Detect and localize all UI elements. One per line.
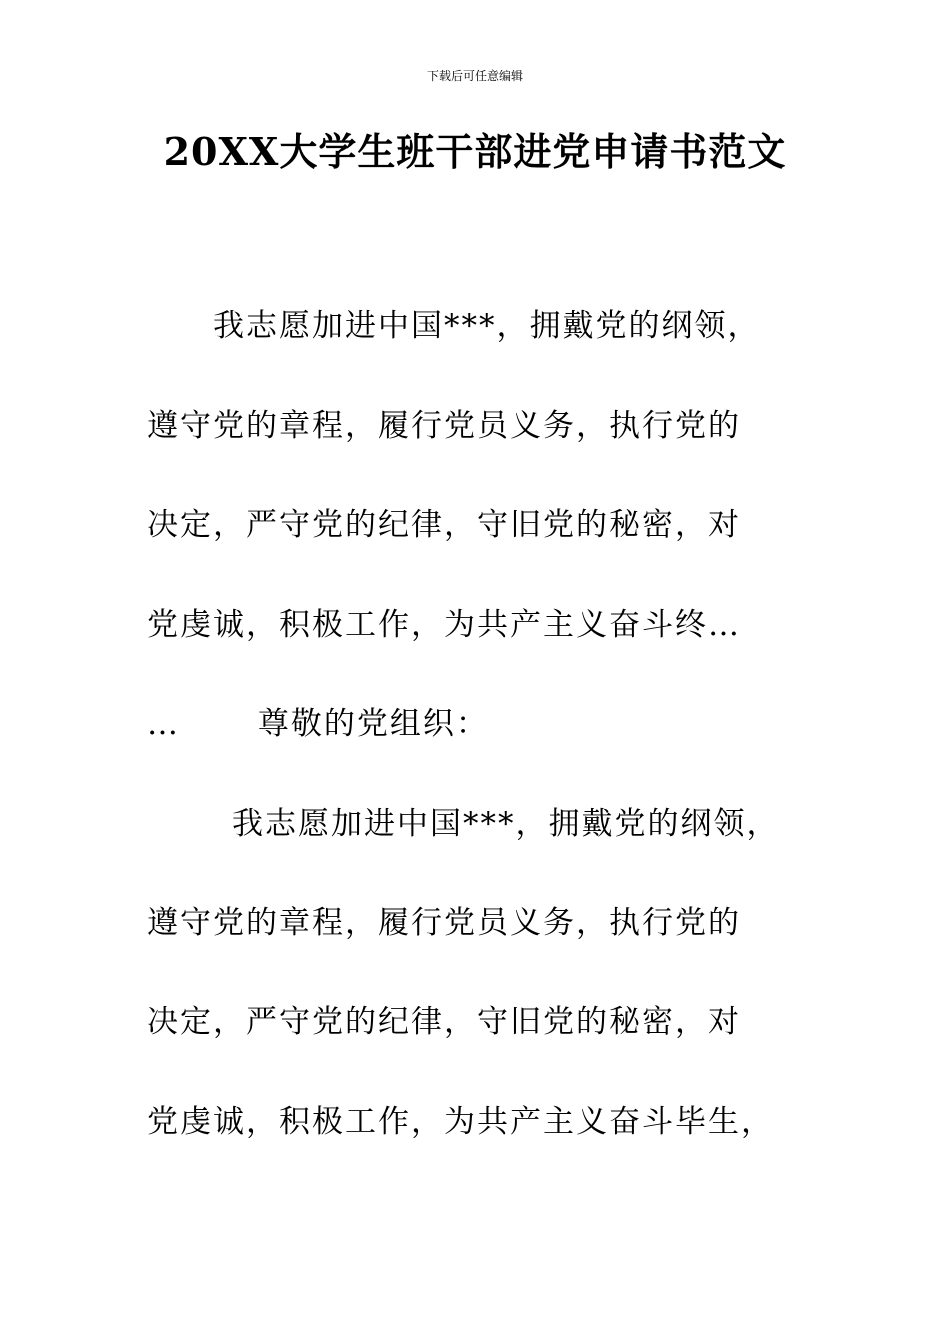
body-line-1: 我志愿加进中国***，拥戴党的纲领， [213,308,761,344]
body-line-6: 我志愿加进中国***，拥戴党的纲领， [232,806,780,842]
body-line-9: 党虔诚，积极工作，为共产主义奋斗毕生， [147,1104,774,1140]
document-title: 20XX大学生班干部进党申请书范文 [163,129,787,174]
body-line-2: 遵守党的章程，履行党员义务，执行党的 [147,408,741,444]
header-note: 下载后可任意编辑 [426,69,523,83]
body-line-5: … 尊敬的党组织： [147,706,489,742]
body-line-4: 党虔诚，积极工作，为共产主义奋斗终… [147,607,741,643]
body-line-3: 决定，严守党的纪律，守旧党的秘密，对 [147,507,741,543]
body-line-7: 遵守党的章程，履行党员义务，执行党的 [147,905,741,941]
body-line-8: 决定，严守党的纪律，守旧党的秘密，对 [147,1004,741,1040]
